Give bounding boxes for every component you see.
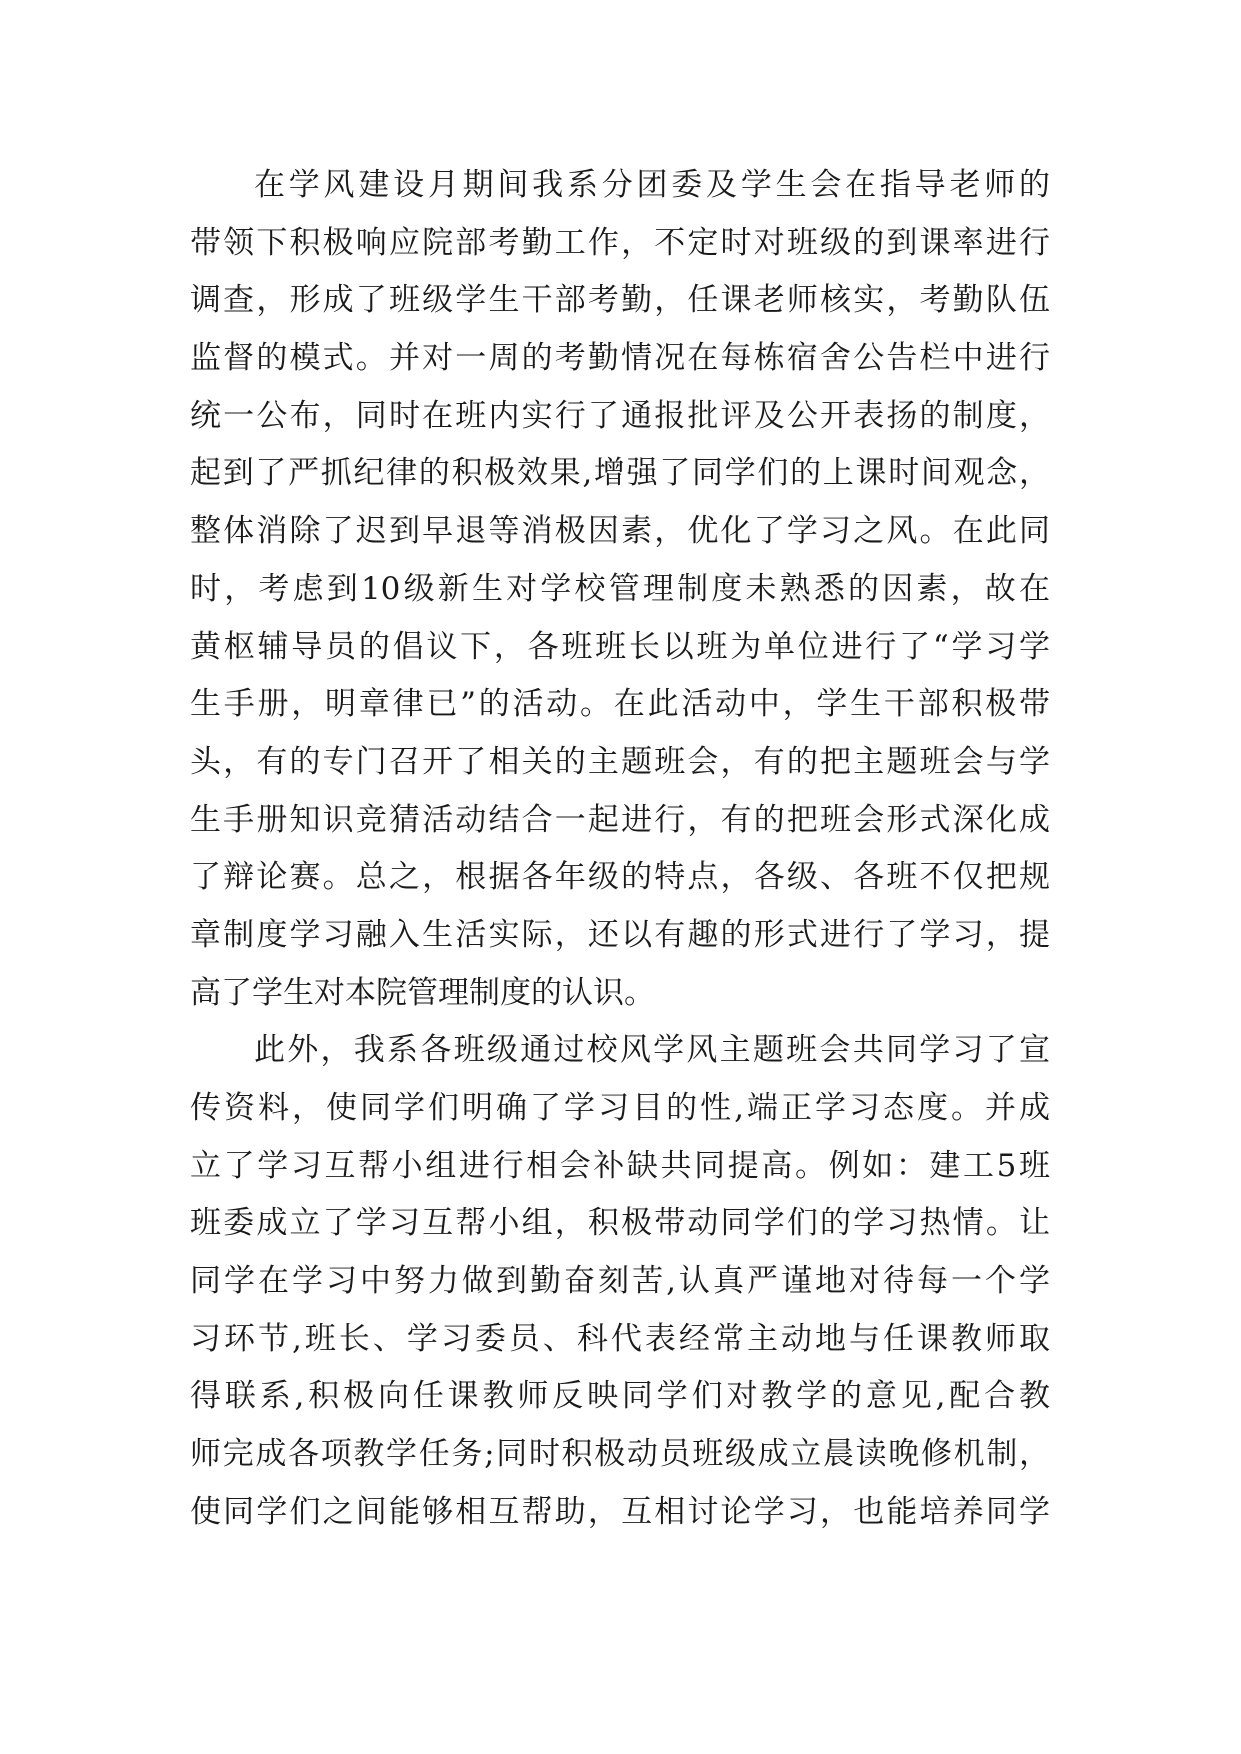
paragraph-line: 同学在学习中努力做到勤奋刻苦,认真严谨地对待每一个学 [190,1263,1050,1300]
paragraph-line: 生手册，明章律已”的活动。在此活动中，学生干部积极带 [190,686,1050,723]
paragraph-line: 头，有的专门召开了相关的主题班会，有的把主题班会与学 [190,743,1050,780]
paragraph-line: 起到了严抓纪律的积极效果,增强了同学们的上课时间观念， [190,455,1050,492]
paragraph-line: 监督的模式。并对一周的考勤情况在每栋宿舍公告栏中进行 [190,340,1050,377]
paragraph-line: 整体消除了迟到早退等消极因素，优化了学习之风。在此同 [190,513,1050,550]
paragraph-line: 习环节,班长、学习委员、科代表经常主动地与任课教师取 [190,1320,1050,1357]
document-body [190,157,1050,1542]
paragraph-line: 得联系,积极向任课教师反映同学们对教学的意见,配合教 [190,1378,1050,1415]
paragraph-line: 立了学习互帮小组进行相会补缺共同提高。例如：建工5班 [190,1147,1050,1184]
paragraph-1 [190,157,1050,1022]
paragraph-line: 班委成立了学习互帮小组，积极带动同学们的学习热情。让 [190,1205,1050,1242]
paragraph-line: 师完成各项教学任务;同时积极动员班级成立晨读晚修机制， [190,1436,1050,1473]
paragraph-line: 使同学们之间能够相互帮助，互相讨论学习，也能培养同学 [190,1493,1050,1530]
paragraph-line: 在学风建设月期间我系分团委及学生会在指导老师的 [254,167,1050,203]
paragraph-line: 此外，我系各班级通过校风学风主题班会共同学习了宣 [254,1032,1050,1069]
paragraph-line: 了辩论赛。总之，根据各年级的特点，各级、各班不仅把规 [190,859,1050,896]
paragraph-line: 传资料，使同学们明确了学习目的性,端正学习态度。并成 [190,1090,1050,1126]
paragraph-line: 带领下积极响应院部考勤工作，不定时对班级的到课率进行 [190,224,1050,261]
paragraph-line: 调查，形成了班级学生干部考勤，任课老师核实，考勤队伍 [190,282,1050,319]
paragraph-line: 黄枢辅导员的倡议下，各班班长以班为单位进行了“学习学 [190,628,1050,665]
paragraph-line: 章制度学习融入生活实际，还以有趣的形式进行了学习，提 [190,916,1050,953]
paragraph-line: 时，考虑到10级新生对学校管理制度未熟悉的因素，故在 [190,570,1050,607]
paragraph-2 [190,1022,1050,1541]
paragraph-line: 高了学生对本院管理制度的认识。 [190,974,655,1011]
paragraph-line: 生手册知识竞猜活动结合一起进行，有的把班会形式深化成 [190,801,1050,838]
paragraph-line: 统一公布，同时在班内实行了通报批评及公开表扬的制度， [190,397,1050,434]
